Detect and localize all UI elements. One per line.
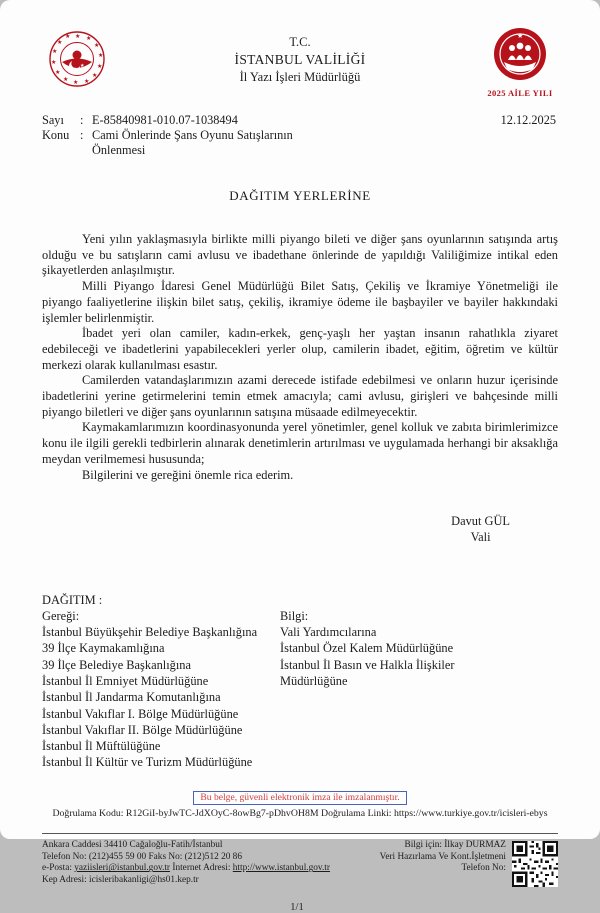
header-tc: T.C. — [289, 35, 311, 49]
footer-kep: Kep Adresi: icisleribakanligi@hs01.kep.tr — [42, 875, 199, 886]
page-number: 1/1 — [290, 901, 304, 913]
svg-text:★: ★ — [517, 32, 524, 40]
list-item: İstanbul Büyükşehir Belediye Başkanlığına — [42, 625, 258, 640]
list-item: İstanbul İl Emniyet Müdürlüğüne — [42, 673, 209, 688]
svg-text:★: ★ — [65, 33, 71, 40]
svg-text:★: ★ — [75, 33, 81, 40]
svg-text:★: ★ — [86, 35, 92, 42]
footer-address-block — [42, 840, 380, 892]
body-paragraph: Kaymakamlarımızın koordinasyonunda yerel yönetimler, genel kolluk ve zabıta birimlerimizce konu ile ilgili gerekli tedbirlerin alınarak denetimlerin artırılması ve uygulamada herhangi bir aksaklığa meydan verilmemesi hususunda; — [42, 420, 558, 466]
list-item: 39 İlçe Belediye Başkanlığına — [42, 657, 191, 672]
list-item: İstanbul İl Jandarma Komutanlığına — [42, 690, 221, 705]
document-title: DAĞITIM YERLERİNE — [229, 188, 371, 203]
body-paragraph: İbadet yeri olan camiler, kadın-erkek, genç-yaşlı her yaştan insanın rahatlıkla ziyaret edebileceği ve ibadetlerini yapabilecekleri yerler olup, camilerin ibadet, eğitim, öğretim ve kültür merkezi olarak kullanılması esastır. — [42, 326, 558, 372]
svg-text:★: ★ — [80, 63, 85, 69]
svg-text:★: ★ — [97, 63, 103, 70]
body-paragraph: Yeni yılın yaklaşmasıyla birlikte milli piyango bileti ve diğer şans oyunlarının satışında artış olduğu ve bu satışların cami avlusu ve ibadethane önlerinde de yapıldığı Valiliğimize intikal eden şikayetlerden anlaşılmıştır. — [42, 232, 558, 278]
letterhead — [42, 26, 558, 101]
konu-value: Cami Önlerinde Şans Oyunu Satışlarının Önlenmesi — [92, 128, 293, 157]
contact-phone: Telefon No: — [461, 863, 506, 874]
list-item: İstanbul İl Müftülüğüne — [42, 739, 161, 754]
distribution-bilgi-column — [280, 608, 490, 771]
aile-yili-icon — [492, 26, 548, 82]
verification-line — [42, 808, 558, 819]
footer-phone-fax: Telefon No: (212)455 59 00 Faks No: (212)512 20 86 — [42, 851, 242, 862]
esign-notice: Bu belge, güvenli elektronik imza ile imzalanmıştır. — [193, 791, 406, 805]
list-item: İstanbul Vakıflar I. Bölge Müdürlüğüne — [42, 706, 239, 721]
website-link[interactable]: http://www.istanbul.gov.tr — [232, 863, 330, 874]
verification-code: Doğrulama Kodu: R12GiI-byJwTC-JdXOyC-8owBg7-pDhvOH8M — [52, 807, 319, 819]
footer — [42, 840, 558, 892]
konu-label: Konu — [42, 128, 70, 142]
qr-code — [512, 840, 558, 892]
letter-body — [42, 232, 558, 483]
verification-link-label: Doğrulama Linki: — [321, 807, 392, 819]
ministry-seal-icon — [42, 26, 118, 101]
distribution-geregi-column — [42, 608, 280, 771]
distribution-section — [42, 546, 558, 771]
svg-text:★: ★ — [73, 79, 79, 86]
bilgi-label: Bilgi: — [280, 608, 309, 623]
body-paragraph: Camilerden vatandaşlarımızın azami derecede istifade edebilmesi ve onların huzur içerisinde ibadetlerini yerine getirmelerini temin etmek amacıyla; cami avlusu, girişleri ve bahçesinde milli piyango biletleri ve diğer şans oyunlarının satışına müsaade edilmeyecektir. — [42, 373, 558, 419]
distribution-heading: DAĞITIM : — [42, 592, 103, 607]
header-department: İl Yazı İşleri Müdürlüğü — [239, 70, 361, 85]
svg-text:★: ★ — [55, 69, 61, 76]
list-item: Vali Yardımcılarına — [280, 625, 377, 640]
signer-name: Davut GÜL — [451, 514, 510, 529]
list-item: İstanbul Özel Kalem Müdürlüğüne — [280, 641, 454, 656]
aile-yili-caption: 2025 AİLE YILI — [487, 88, 553, 98]
sayi-label: Sayı — [42, 113, 64, 127]
contact-name: Bilgi için: İlkay DURMAZ — [404, 839, 506, 850]
list-item: İstanbul Vakıflar II. Bölge Müdürlüğüne — [42, 722, 243, 737]
geregi-label: Gereği: — [42, 608, 80, 623]
svg-text:★: ★ — [51, 59, 57, 66]
document-meta: Sayı : E-85840981-010.07-1038494 Konu : Cami Önlerinde Şans Oyunu Satışlarının Önlenmesi 12.12.2025 — [42, 113, 556, 157]
sayi-value: E-85840981-010.07-1038494 — [92, 113, 238, 127]
body-paragraph: Milli Piyango İdaresi Genel Müdürlüğü Bilet Satış, Çekiliş ve İkramiye Yönetmeliği ile piyango faaliyetlerine ilişkin bilet satış, çekiliş, ikramiye ödeme ile başbayiler ve bayiler hakkındaki işlemler belirlenmiştir. — [42, 279, 558, 325]
contact-title: Veri Hazırlama Ve Kont.İşletmeni — [379, 851, 506, 862]
list-item: 39 İlçe Kaymakamlığına — [42, 641, 165, 656]
footer-contact-block — [380, 840, 512, 892]
document-date: 12.12.2025 — [500, 113, 556, 127]
footer-address: Ankara Caddesi 34410 Cağaloğlu-Fatih/İstanbul — [42, 839, 223, 850]
header-organization: İSTANBUL VALİLİĞİ — [234, 51, 366, 67]
svg-text:★: ★ — [98, 52, 104, 59]
svg-text:★: ★ — [57, 39, 63, 46]
list-item: İstanbul İl Kültür ve Turizm Müdürlüğüne — [42, 755, 253, 770]
svg-text:★: ★ — [94, 42, 100, 49]
footer-divider — [42, 833, 558, 834]
footer-email-line: e-Posta: yaziisleri@istanbul.gov.tr İnternet Adresi: http://www.istanbul.gov.tr — [42, 863, 330, 874]
signer-title: Vali — [470, 530, 491, 545]
email-link[interactable]: yaziisleri@istanbul.gov.tr — [74, 863, 171, 874]
svg-text:★: ★ — [63, 76, 69, 83]
body-closing: Bilgilerini ve gereğini önemle rica ederim. — [82, 467, 294, 482]
signature-block — [451, 513, 510, 545]
list-item: İstanbul İl Basın ve Halkla İlişkiler Müdürlüğüne — [280, 657, 455, 688]
svg-text:★: ★ — [84, 78, 90, 85]
svg-text:★: ★ — [92, 72, 98, 79]
svg-text:★: ★ — [52, 48, 58, 55]
verification-link[interactable]: https://www.turkiye.gov.tr/icisleri-ebys — [393, 807, 548, 819]
aile-yili-logo — [482, 26, 558, 98]
